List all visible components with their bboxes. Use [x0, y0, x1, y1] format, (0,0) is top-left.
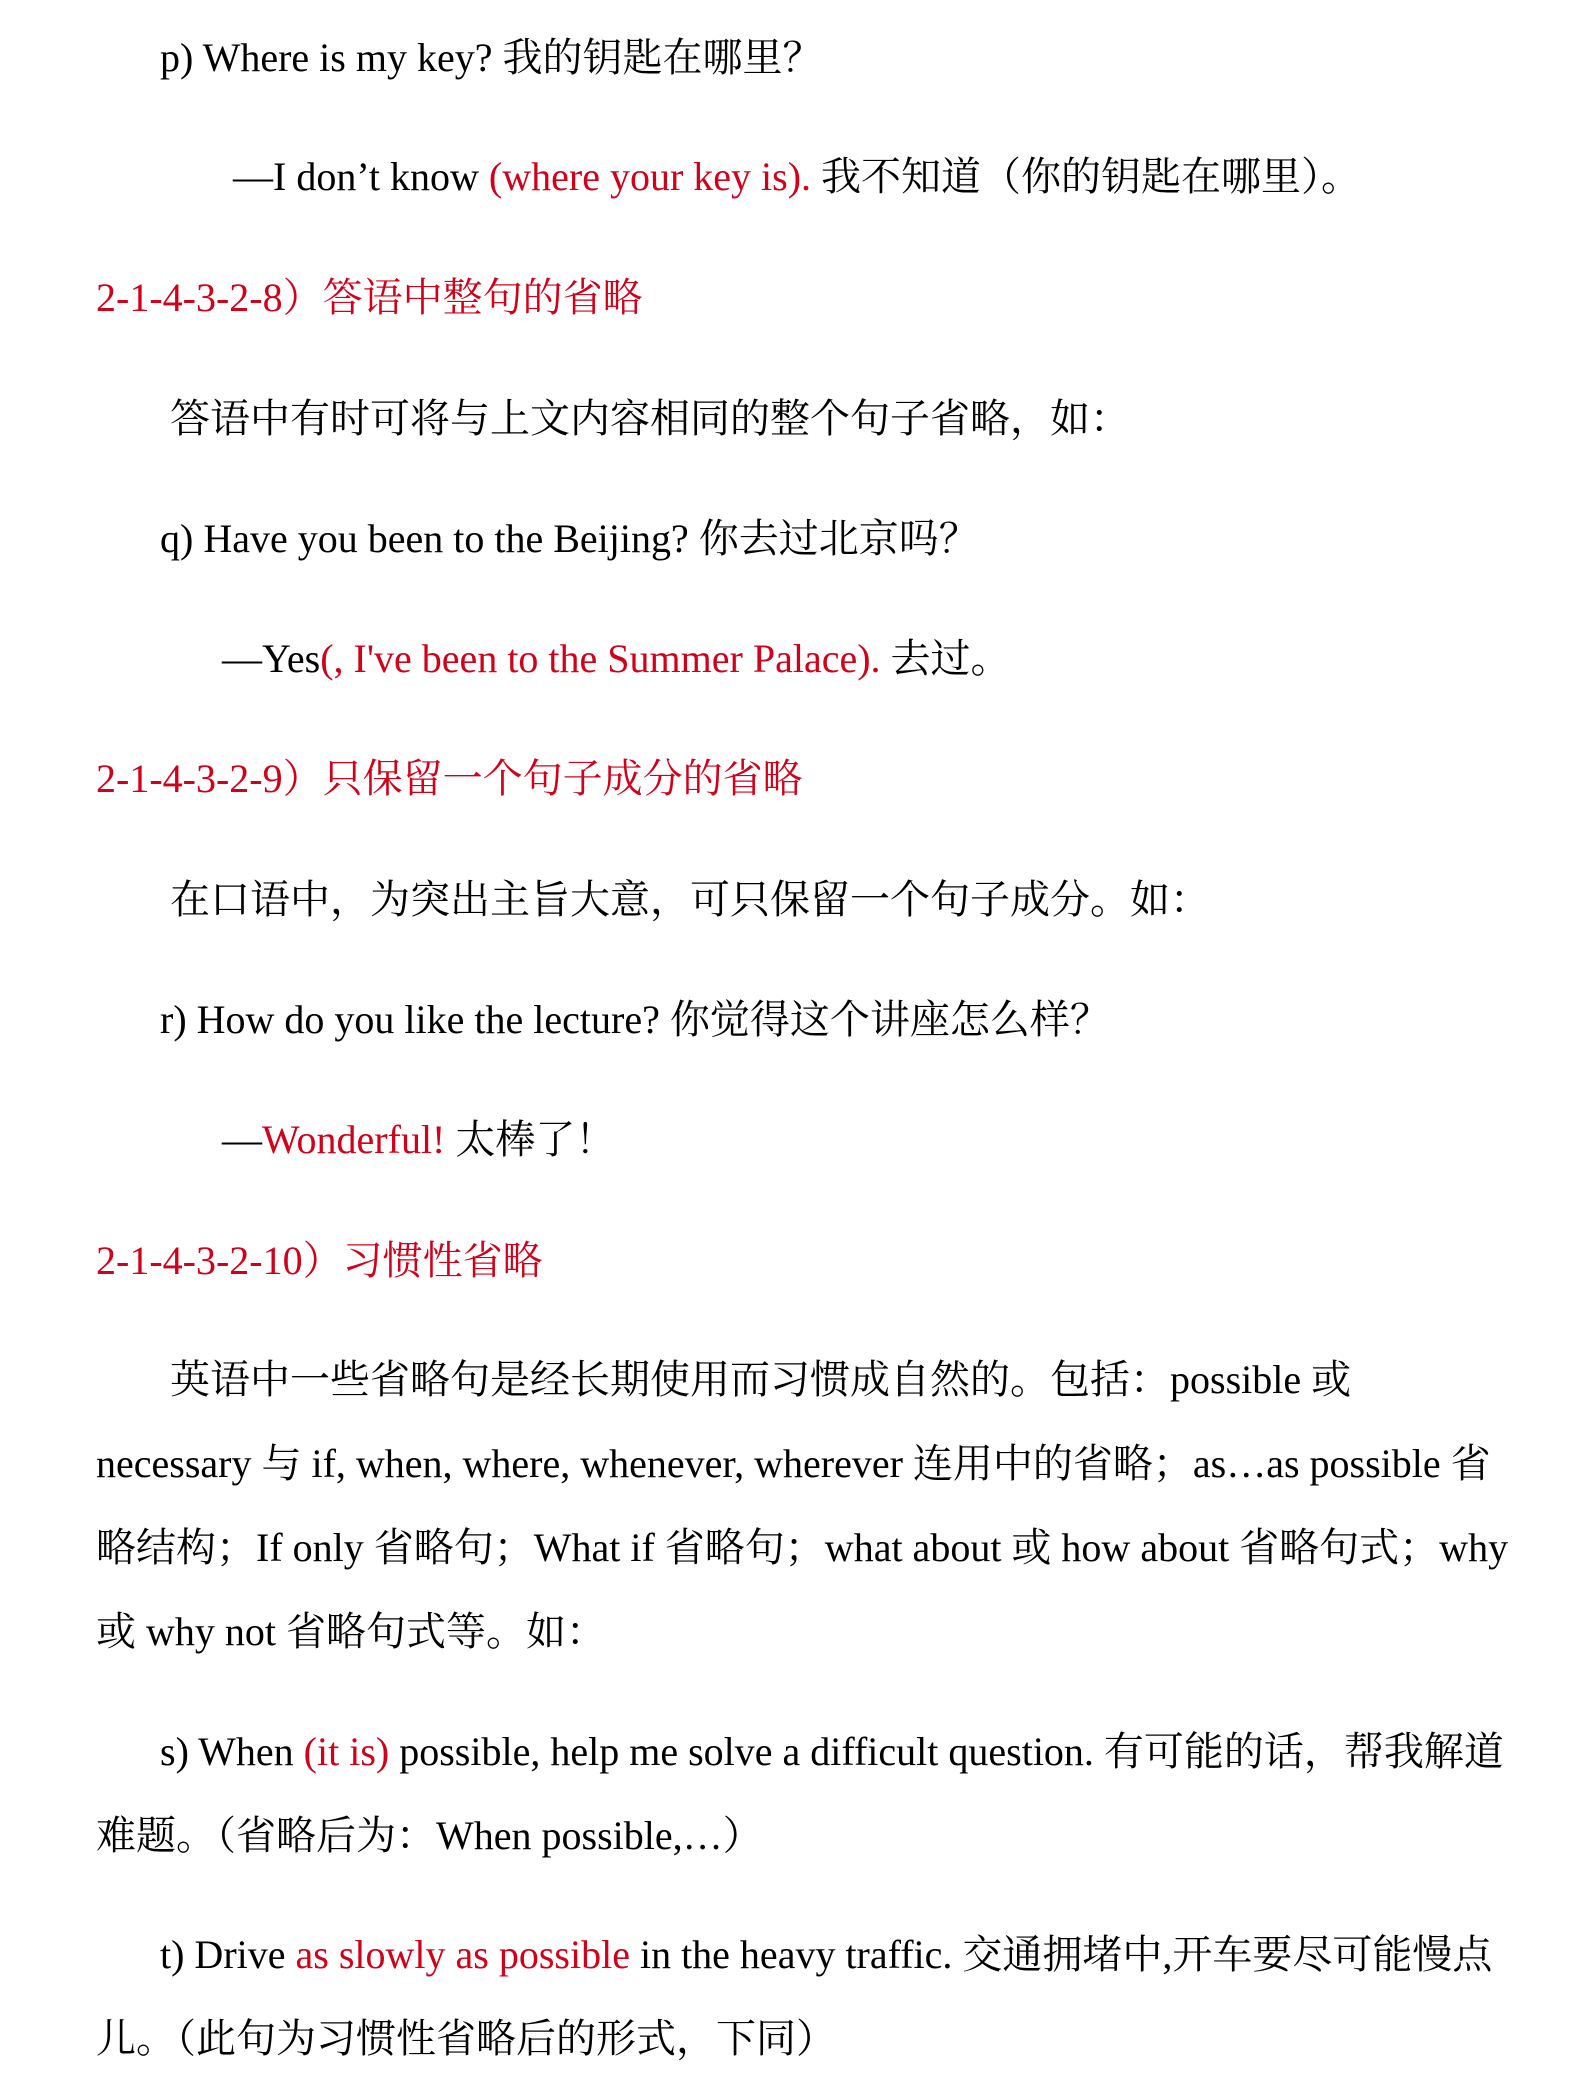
example-t	[96, 1913, 1516, 2081]
example-p-answer	[233, 152, 1361, 202]
example-q-answer	[222, 634, 1011, 684]
section-10-paragraph: 英语中一些省略句是经长期使用而习惯成自然的。包括：possible 或 necessary 与 if, when, where, whenever, wherever 连用中的省略；as…as possible 省略结构；If only 省略句；What if 省略句；what about 或 how about 省略句式；why 或 why not 省略句式等。如：	[96, 1357, 1509, 1654]
example-r-answer-suffix: 太棒了！	[445, 1117, 616, 1162]
example-r-answer-prefix: —	[222, 1117, 262, 1162]
section-10-heading: 2-1-4-3-2-10）习惯性省略	[96, 1238, 543, 1283]
example-r-answer-kept: Wonderful!	[262, 1117, 446, 1162]
example-p-answer-prefix: —I don’t know	[233, 154, 489, 199]
example-q-answer-suffix: 去过。	[880, 636, 1011, 681]
example-p-answer-suffix: 我不知道（你的钥匙在哪里）。	[811, 154, 1362, 199]
example-q-answer-prefix: —Yes	[222, 636, 321, 681]
example-t-suffix: in the heavy traffic. 交通拥堵中,开车要尽可能慢点儿。（此句为习惯性省略后的形式，下同）	[96, 1932, 1493, 2061]
example-s	[96, 1710, 1516, 1878]
example-s-suffix: possible, help me solve a difficult question. 有可能的话，帮我解道难题。（省略后为：When possible,…）	[96, 1729, 1504, 1858]
example-s-omitted: (it is)	[303, 1729, 390, 1774]
section-8-heading: 2-1-4-3-2-8）答语中整句的省略	[96, 275, 643, 320]
example-q-answer-omitted: (, I've been to the Summer Palace).	[320, 636, 881, 681]
example-p-answer-omitted: (where your key is).	[488, 154, 812, 199]
section-8-description: 答语中有时可将与上文内容相同的整个句子省略，如：	[170, 396, 1130, 441]
example-r-answer	[222, 1115, 615, 1165]
example-q-question: q) Have you been to the Beijing? 你去过北京吗？	[160, 516, 979, 561]
example-r-question: r) How do you like the lecture? 你觉得这个讲座怎么样？	[160, 997, 1110, 1042]
example-p-question: p) Where is my key? 我的钥匙在哪里？	[160, 35, 823, 80]
example-s-prefix: s) When	[160, 1729, 304, 1774]
section-9-description: 在口语中，为突出主旨大意，可只保留一个句子成分。如：	[170, 877, 1210, 922]
section-9-heading: 2-1-4-3-2-9）只保留一个句子成分的省略	[96, 756, 803, 801]
example-t-kept: as slowly as possible	[295, 1932, 630, 1977]
example-t-prefix: t) Drive	[160, 1932, 296, 1977]
